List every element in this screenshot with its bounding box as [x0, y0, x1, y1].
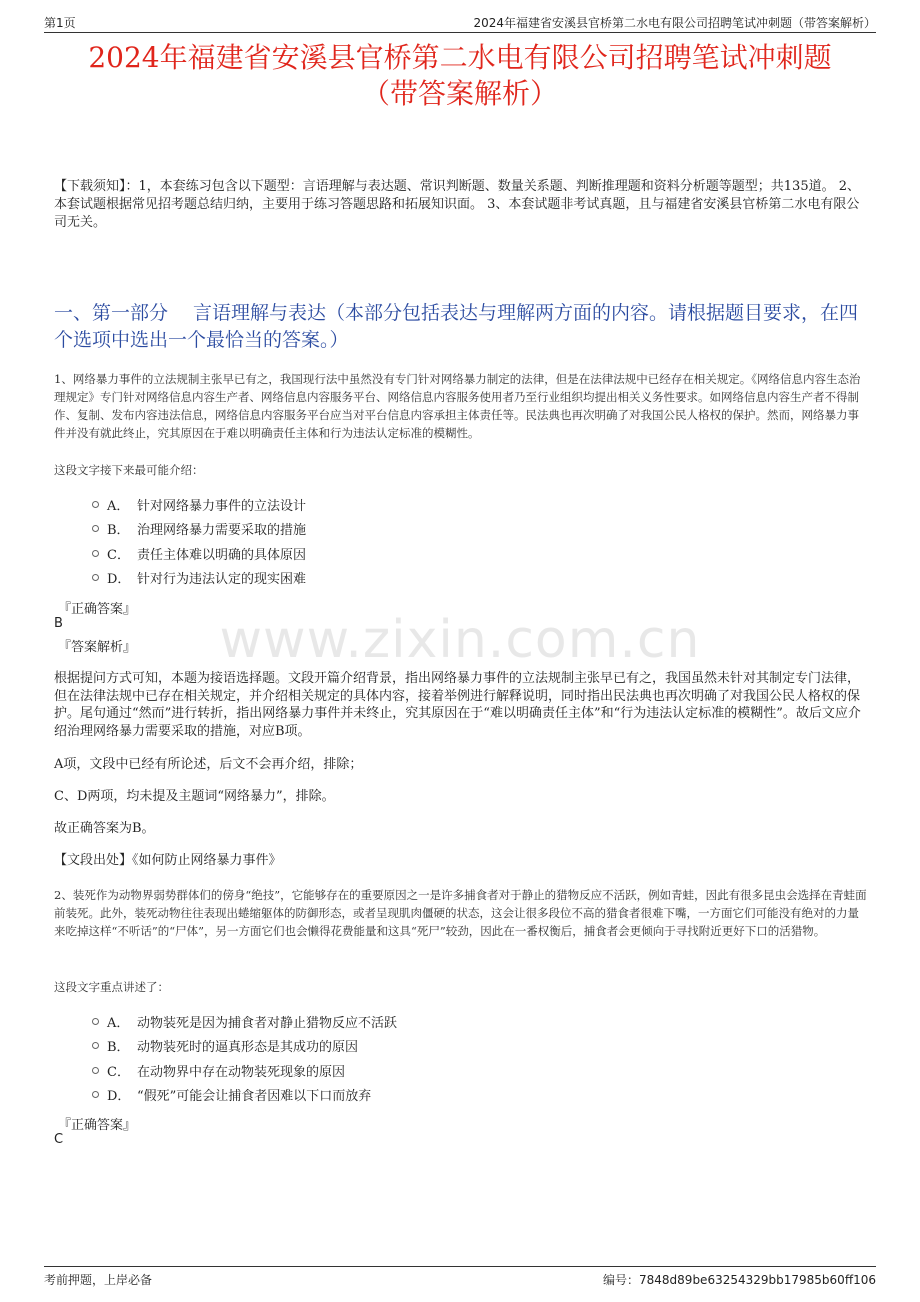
q2-answer-label: 『正确答案』 — [58, 1118, 137, 1133]
q1-option-b[interactable]: B． 治理网络暴力需要采取的措施 — [92, 517, 306, 542]
radio-icon[interactable] — [92, 1042, 99, 1049]
q1-option-a[interactable]: A． 针对网络暴力事件的立法设计 — [92, 492, 306, 517]
q1-option-c[interactable]: C． 责任主体难以明确的具体原因 — [92, 541, 306, 566]
q2-answer: C — [54, 1132, 64, 1147]
watermark: www.zixin.com.cn — [219, 610, 701, 670]
section-title: 一、第一部分 言语理解与表达（本部分包括表达与理解两方面的内容。请根据题目要求，在四个选项中选出一个最恰当的答案。） — [54, 302, 859, 351]
question-2-text: 2、装死作为动物界弱势群体们的傍身“绝技”，它能够存在的重要原因之一是许多捕食者对于静止的猎物反应不活跃，例如青蛙，因此有很多昆虫会选择在青蛙面前装死。此外，装死动物往往表现出蜷缩躯体的防御形态，或者呈现肌肉僵硬的状态，这会让很多段位不高的猎食者很难下嘴，一方面它们可能没有绝对的力量来吃掉这样“不听话”的“尸体”，另一方面它们也会懒得花费能量和这具“死尸”较劲，因此在一番权衡后，捕食者会更倾向于寻找附近更好下口的活猎物。 — [54, 888, 867, 938]
q2-option-d[interactable]: D． “假死”可能会让捕食者因难以下口而放弃 — [92, 1083, 397, 1108]
page-number: 第1页 — [44, 16, 76, 30]
title-line-2: （带答案解析） — [361, 77, 558, 110]
q1-analysis-cd: C、D两项，均未提及主题词“网络暴力”，排除。 — [54, 789, 335, 804]
radio-icon[interactable] — [92, 550, 99, 557]
question-2-prompt: 这段文字重点讲述了： — [54, 980, 169, 994]
q1-option-d[interactable]: D． 针对行为违法认定的现实困难 — [92, 566, 306, 591]
q1-answer-label: 『正确答案』 — [58, 602, 137, 617]
footer-doc-id: 编号：7848d89be63254329bb17985b60ff106 — [603, 1273, 876, 1287]
radio-icon[interactable] — [92, 525, 99, 532]
q2-option-c[interactable]: C． 在动物界中存在动物装死现象的原因 — [92, 1058, 397, 1083]
radio-icon[interactable] — [92, 1067, 99, 1074]
question-2-options — [92, 1009, 397, 1107]
q1-analysis-label: 『答案解析』 — [58, 640, 137, 655]
download-notice: 【下载须知】：1，本套练习包含以下题型：言语理解与表达题、常识判断题、数量关系题、判断推理题和资料分析题等题型；共135道。 2、本套试题根据常见招考题总结归纳，主要用于练习答题思路和拓展知识面。 3、本套试题非考试真题，且与福建省安溪县官桥第二水电有限公司无关。 — [54, 179, 860, 230]
radio-icon[interactable] — [92, 1018, 99, 1025]
q1-analysis-conclusion: 故正确答案为B。 — [54, 821, 155, 836]
q1-analysis-a: A项，文段中已经有所论述，后文不会再介绍，排除； — [54, 757, 363, 772]
radio-icon[interactable] — [92, 501, 99, 508]
page-header — [44, 12, 876, 33]
title-line-1: 2024年福建省安溪县官桥第二水电有限公司招聘笔试冲刺题 — [88, 41, 832, 74]
question-1-text: 1、网络暴力事件的立法规制主张早已有之，我国现行法中虽然没有专门针对网络暴力制定的法律，但是在法律法规中已经存在相关规定。《网络信息内容生态治理规定》专门针对网络信息内容生产者、网络信息内容服务平台、网络信息内容服务使用者乃至行业组织均提出相关义务性要求。如网络信息内容生产者不得制作、复制、发布内容违法信息，网络信息内容服务平台应当对平台信息内容承担主体责任等。民法典也再次明确了对我国公民人格权的保护。然而，网络暴力事件并没有就此终止，究其原因在于难以明确责任主体和行为违法认定标准的模糊性。 — [54, 372, 861, 440]
radio-icon[interactable] — [92, 574, 99, 581]
radio-icon[interactable] — [92, 1091, 99, 1098]
q2-option-a[interactable]: A． 动物装死是因为捕食者对静止猎物反应不活跃 — [92, 1009, 397, 1034]
q2-option-b[interactable]: B． 动物装死时的逼真形态是其成功的原因 — [92, 1034, 397, 1059]
question-1-prompt: 这段文字接下来最可能介绍： — [54, 463, 204, 477]
q1-answer: B — [54, 616, 63, 631]
header-doc-title: 2024年福建省安溪县官桥第二水电有限公司招聘笔试冲刺题（带答案解析） — [473, 16, 876, 30]
q1-source: 【文段出处】《如何防止网络暴力事件》 — [54, 853, 282, 868]
document-title — [40, 40, 880, 112]
page-footer — [44, 1266, 876, 1289]
question-1-options — [92, 492, 306, 590]
footer-slogan: 考前押题，上岸必备 — [44, 1273, 153, 1287]
q1-analysis-paragraph: 根据提问方式可知，本题为接语选择题。文段开篇介绍背景，指出网络暴力事件的立法规制主张早已有之，我国虽然未针对其制定专门法律，但在法律法规中已存在相关规定，并介绍相关规定的具体内容，接着举例进行解释说明，同时指出民法典也再次明确了对我国公民人格权的保护。尾句通过“然而”进行转折，指出网络暴力事件并未终止，究其原因在于“难以明确责任主体”和“行为违法认定标准的模糊性”。故后文应介绍治理网络暴力需要采取的措施，对应B项。 — [54, 671, 861, 739]
